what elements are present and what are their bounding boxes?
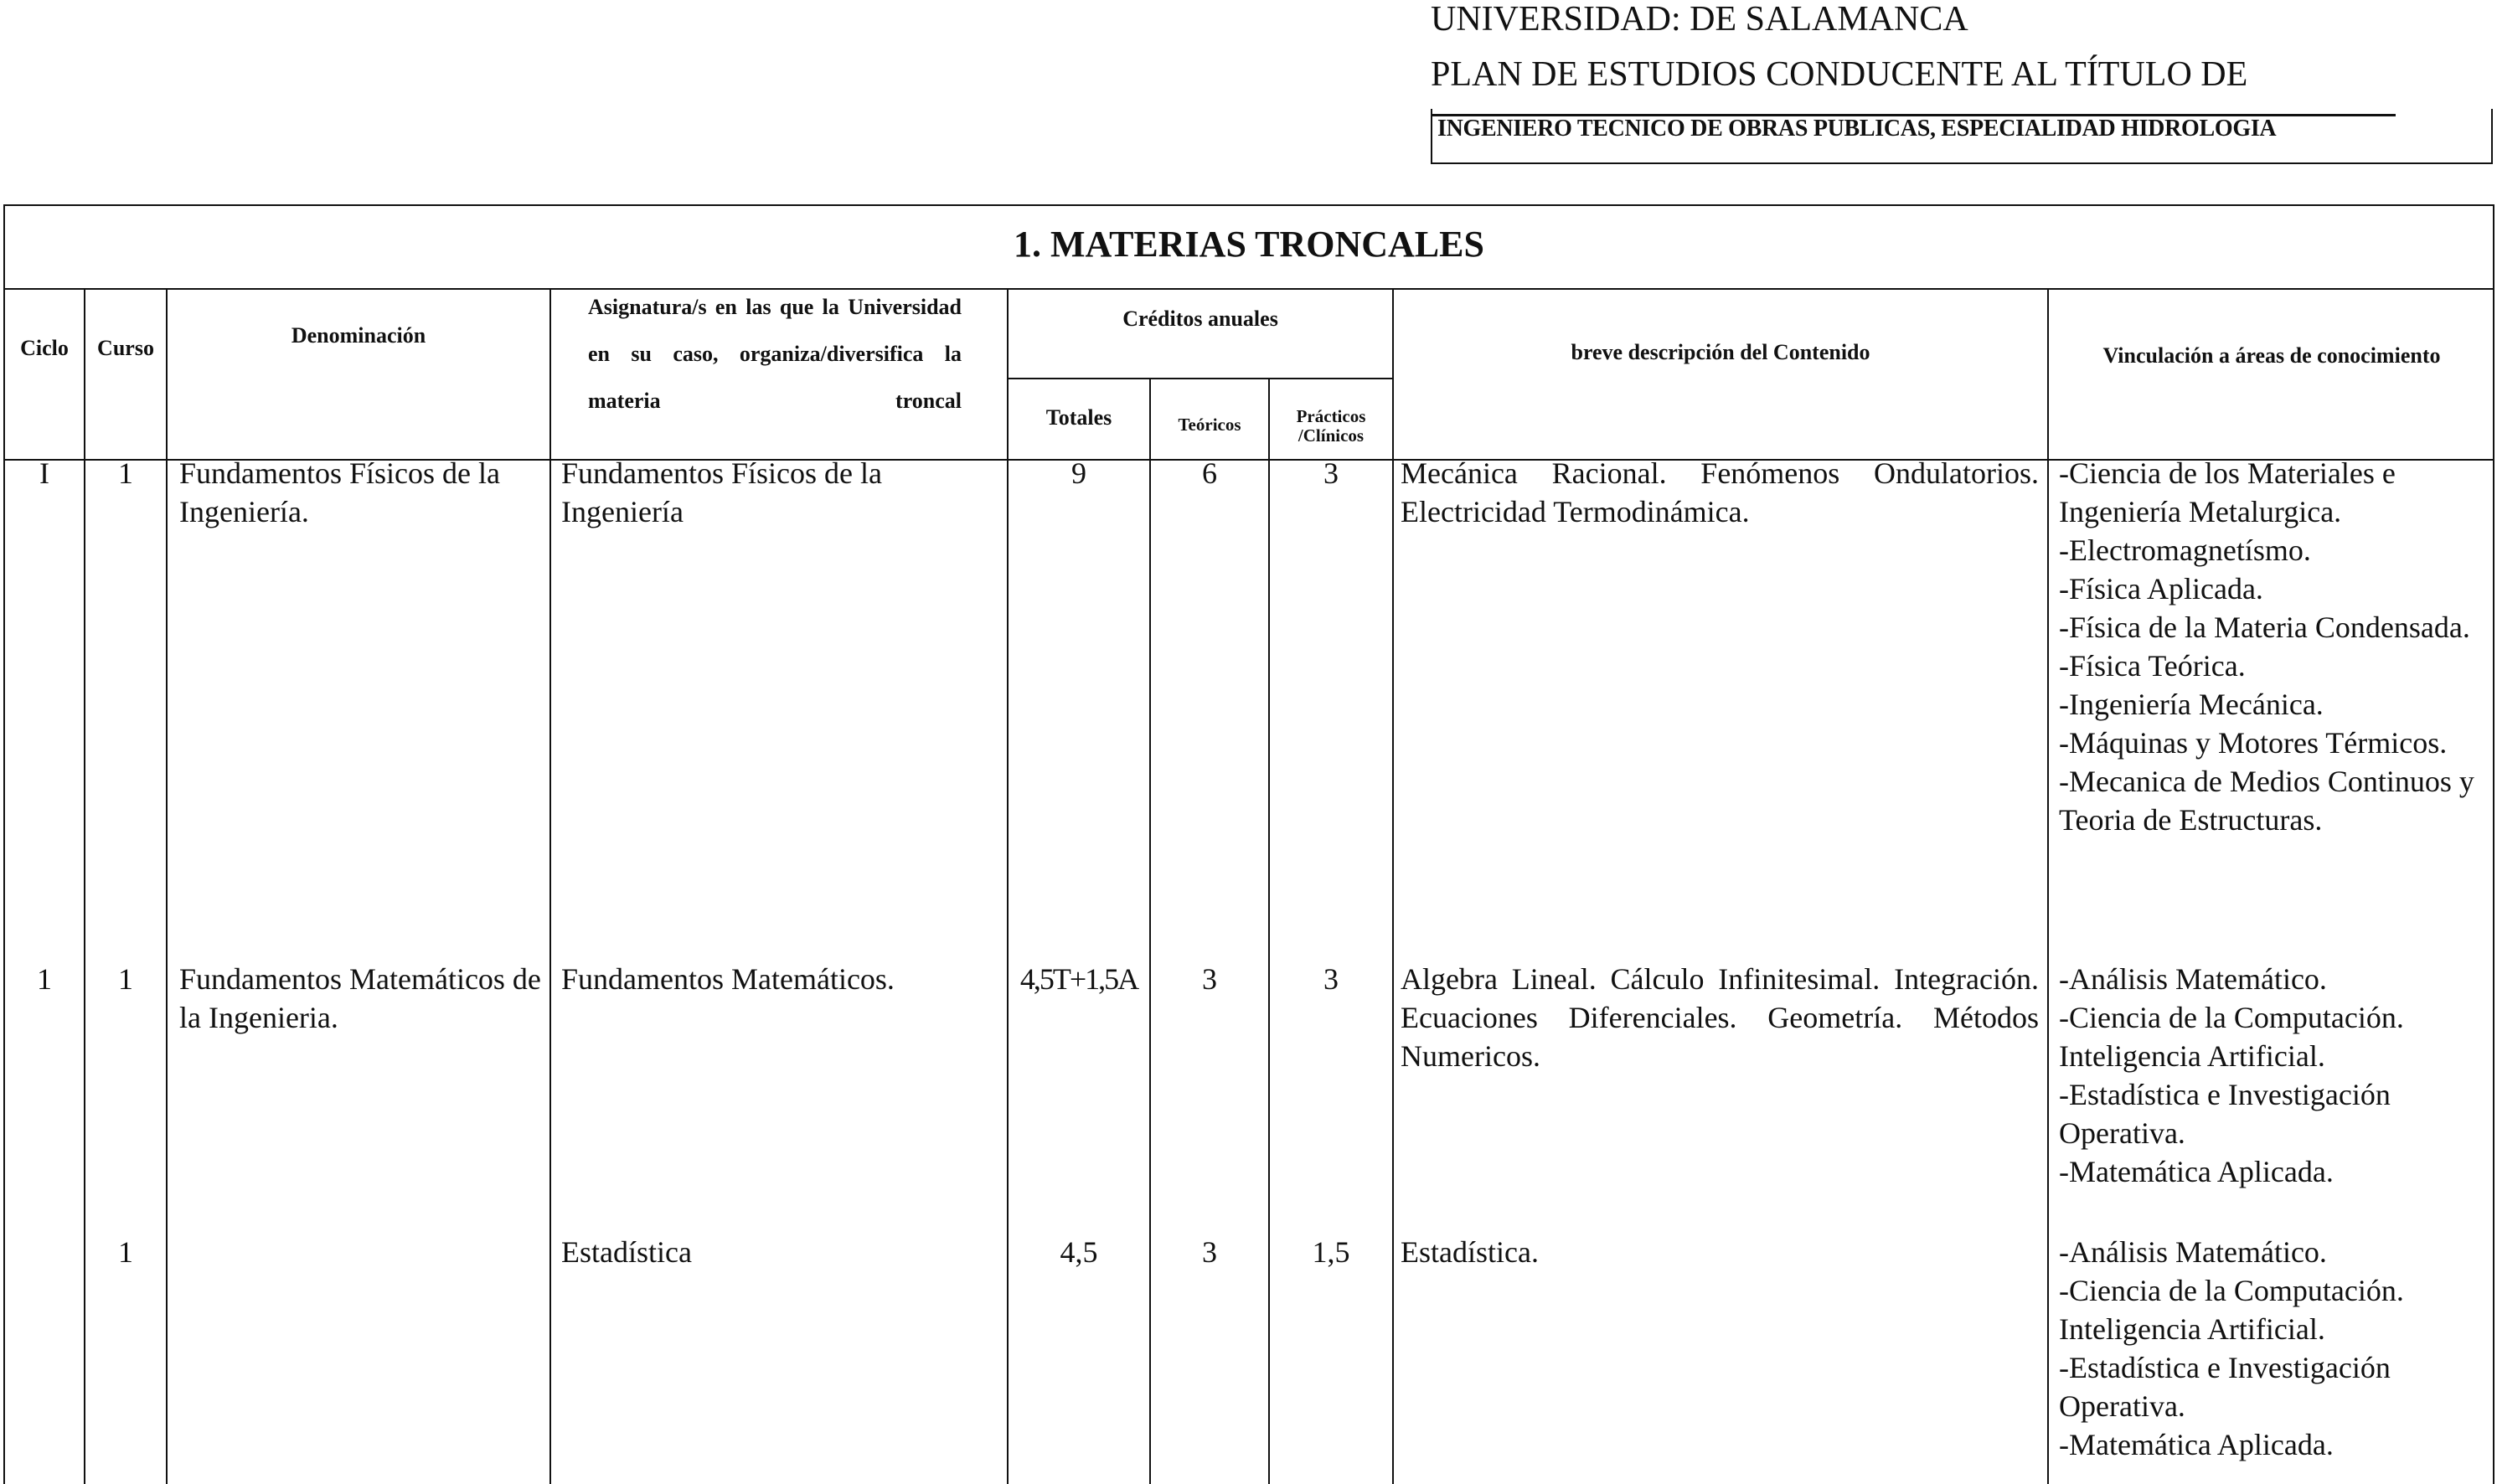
area-item: -Ciencia de la Computación. Inteligencia Artificial. — [2059, 1274, 2404, 1346]
row3-areas — [2059, 1233, 2496, 1464]
area-item: -Análisis Matemático. — [2059, 962, 2327, 996]
area-item: -Estadística e Investigación Operativa. — [2059, 1351, 2391, 1423]
col-descripcion: breve descripción del Contenido — [1571, 340, 1870, 364]
row2-curso: 1 — [118, 962, 133, 996]
degree-title-box — [1431, 109, 2493, 164]
col-vinculacion: Vinculación a áreas de conocimiento — [2102, 343, 2441, 368]
area-item: -Ingeniería Mecánica. — [2059, 688, 2324, 721]
university-name: UNIVERSIDAD: DE SALAMANCA — [1431, 0, 1968, 39]
row1-areas — [2059, 454, 2496, 839]
row1-totales: 9 — [1071, 456, 1086, 490]
row1-descripcion: Mecánica Racional. Fenómenos Ondulatorios. Electricidad Termodinámica. — [1401, 456, 2039, 528]
row2-asignatura: Fundamentos Matemáticos. — [561, 962, 895, 996]
row2-denominacion: Fundamentos Matemáticos de la Ingenieria. — [179, 962, 541, 1034]
area-item: -Ciencia de los Materiales e Ingeniería Metalurgica. — [2059, 456, 2396, 528]
area-item: -Análisis Matemático. — [2059, 1235, 2327, 1269]
row2-totales: 4,5T+1,5A — [1019, 962, 1138, 996]
col-creditos: Créditos anuales — [1122, 307, 1278, 331]
row2-teoricos: 3 — [1202, 962, 1217, 996]
row1-denominacion: Fundamentos Físicos de la Ingeniería. — [179, 456, 500, 528]
row3-teoricos: 3 — [1202, 1235, 1217, 1269]
row1-practicos: 3 — [1323, 456, 1339, 490]
area-item: -Física Teórica. — [2059, 649, 2246, 683]
row2-descripcion: Algebra Lineal. Cálculo Infinitesimal. Integración. Ecuaciones Diferenciales. Geometría. Métodos Numericos. — [1401, 962, 2039, 1073]
col-denominacion: Denominación — [291, 323, 426, 348]
col-teoricos: Teóricos — [1178, 415, 1241, 435]
col-practicos: Prácticos /Clínicos — [1296, 406, 1366, 446]
row2-areas — [2059, 960, 2496, 1191]
row3-descripcion: Estadística. — [1401, 1235, 1539, 1269]
col-ciclo: Ciclo — [20, 336, 69, 360]
area-item: -Estadística e Investigación Operativa. — [2059, 1078, 2391, 1150]
area-item: -Mecanica de Medios Continuos y Teoria de Estructuras. — [2059, 765, 2474, 837]
section-title: 1. MATERIAS TRONCALES — [1014, 224, 1484, 265]
row3-asignatura: Estadística — [561, 1235, 692, 1269]
area-item: -Ciencia de la Computación. Inteligencia Artificial. — [2059, 1001, 2404, 1073]
degree-title: INGENIERO TECNICO DE OBRAS PUBLICAS, ESPECIALIDAD HIDROLOGIA — [1437, 116, 2277, 142]
area-item: -Matemática Aplicada. — [2059, 1155, 2334, 1188]
row3-curso: 1 — [118, 1235, 133, 1269]
row3-practicos: 1,5 — [1312, 1235, 1350, 1269]
row2-ciclo: 1 — [37, 962, 52, 996]
area-item: -Matemática Aplicada. — [2059, 1428, 2334, 1461]
row1-curso: 1 — [118, 456, 133, 490]
area-item: -Física Aplicada. — [2059, 572, 2263, 605]
row2-practicos: 3 — [1323, 962, 1339, 996]
plan-title: PLAN DE ESTUDIOS CONDUCENTE AL TÍTULO DE — [1431, 55, 2248, 94]
row3-totales: 4,5 — [1060, 1235, 1098, 1269]
row1-ciclo: I — [39, 456, 49, 490]
col-totales: Totales — [1045, 405, 1112, 430]
area-item: -Máquinas y Motores Térmicos. — [2059, 726, 2448, 760]
row1-teoricos: 6 — [1202, 456, 1217, 490]
area-item: -Física de la Materia Condensada. — [2059, 611, 2470, 644]
col-asignatura: Asignatura/s en las que la Universidad en su caso, organiza/diversifica la materia troncal — [588, 295, 962, 413]
materias-table — [3, 204, 2494, 1484]
col-curso: Curso — [97, 336, 154, 360]
area-item: -Electromagnetísmo. — [2059, 533, 2311, 567]
row1-asignatura: Fundamentos Físicos de la Ingeniería — [561, 456, 882, 528]
